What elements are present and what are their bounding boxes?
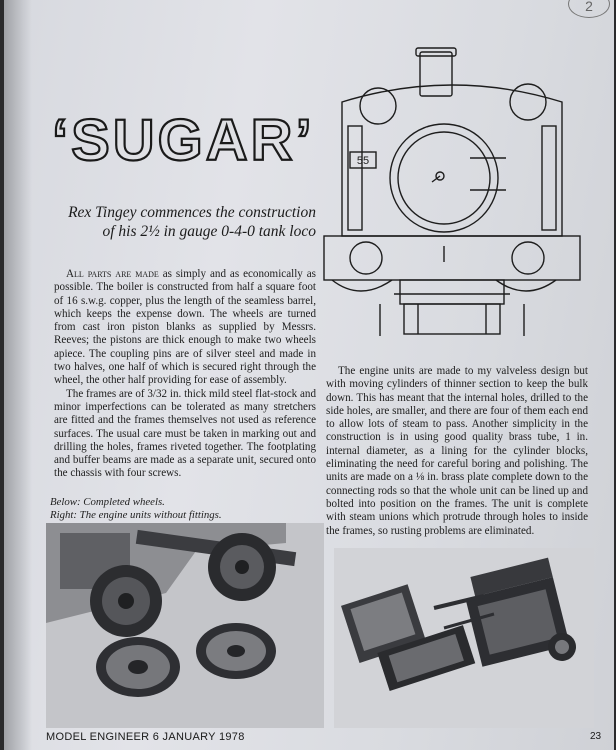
page-number: 23 — [590, 731, 602, 742]
magazine-page — [4, 0, 614, 750]
number-plate-text: 55 — [356, 155, 370, 167]
left-paragraph-1-text: as simply and as economically as possible. The boiler is constructed from half a square foot of 16 s.w.g. copper, plus the length of the seamless barrel, which keeps the expense down. The wheels are turned from cast iron piston blanks as supplied by Messrs. Reeves; the pistons are thick enough to make two wheels apiece. The coupling pins are of silver steel and made in two halves, one half of which is secured right through the wheel, the other half providing for ease of assembly. — [54, 268, 316, 387]
photo-captions — [50, 496, 320, 522]
number-plate — [357, 155, 369, 167]
handwritten-page-marker: 2 — [568, 0, 610, 18]
caption-right: Right: The engine units without fittings. — [50, 509, 222, 521]
page-fold-shadow — [4, 0, 32, 750]
article-left-column — [54, 268, 316, 481]
engine-photo-art — [334, 548, 594, 728]
article-headline: ‘SUGAR’ — [52, 108, 315, 173]
subtitle-line-1: Rex Tingey commences the construction — [68, 204, 316, 221]
left-paragraph-2: The frames are of 3/32 in. thick mild steel flat-stock and minor imperfections can be tolerated as many stretchers are fitted and the frames themselves not used as reference surfaces. The usual care must be taken in marking out and drilling the holes, frames riveted together. The footplating and buffer beams are made as a separate unit, secured onto the chassis with four screws. — [54, 387, 316, 480]
caption-below: Below: Completed wheels. — [50, 496, 165, 508]
left-paragraph-1 — [54, 268, 316, 388]
locomotive-front-drawing — [320, 40, 584, 340]
article-subtitle — [48, 203, 316, 241]
engine-units-photo — [334, 548, 594, 728]
completed-wheels-photo — [46, 523, 324, 728]
publication-footer: MODEL ENGINEER 6 JANUARY 1978 — [46, 731, 245, 743]
lead-in-smallcaps: All parts are made — [66, 268, 159, 280]
wheels-photo-art — [46, 523, 324, 728]
subtitle-line-2: of his 2½ in gauge 0-4-0 tank loco — [102, 223, 316, 240]
right-paragraph-1: The engine units are made to my valveless design but with moving cylinders of thinner section to keep the bulk down. This has meant that the internal holes, drilled to the side holes, are smaller, and there are four of them each end to allow lots of steam to pass. Another simplicity in the construction is in using good quality brass tube, 1 in. internal diameter, as a lining for the cylinder blocks, eliminating the need for careful boring and polishing. The units are made on a ⅛ in. brass plate complete down to the connecting rods so that the whole unit can be lined up and bolted into position on the frames. The unit is complete with steam unions which protrude through holes to inside the frames, so rusting problems are eliminated. — [326, 365, 588, 537]
article-right-column — [326, 365, 588, 538]
